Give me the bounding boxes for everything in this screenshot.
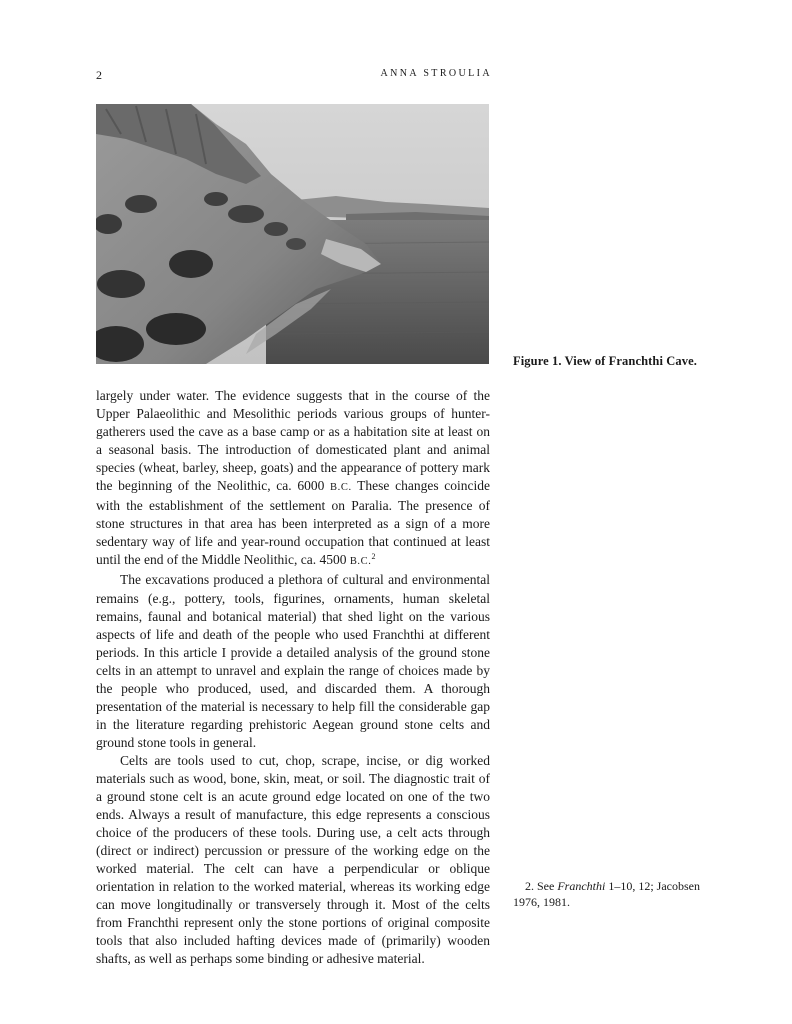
paragraph-1 xyxy=(96,387,490,571)
main-text xyxy=(96,387,490,969)
figure-caption: Figure 1. View of Franchthi Cave. xyxy=(513,354,697,368)
footnote xyxy=(513,878,701,910)
footnote-citation: 1–10, 12; Jacobsen 1976, 1981. xyxy=(513,879,700,909)
paragraph-2: The excavations produced a plethora of cultural and environmental remains (e.g., pottery, tools, figurines, ornaments, human skeletal remains, faunal and botanical material) that shed light on the various aspects of life and death of the people who used Franchthi at different periods. In this article I provide a detailed analysis of the ground stone celts in an attempt to unravel and explain the range of choices made by the people who produced, used, and discarded them. A thorough presentation of the material is necessary to help fill the considerable gap in the literature regarding prehistoric Aegean ground stone celts and ground stone tools in general. xyxy=(96,572,490,750)
footnote-title: Franchthi xyxy=(557,879,606,893)
footnote-prefix: See xyxy=(534,879,558,893)
small-caps-bc: B.C. xyxy=(349,556,372,568)
running-head: ANNA STROULIA xyxy=(380,68,492,79)
small-caps-bc: B.C. xyxy=(330,482,352,494)
footnote-reference: 2 xyxy=(371,552,376,562)
cave-photograph xyxy=(96,104,489,364)
paragraph-1-part-a: largely under water. The evidence suggests that in the course of the Upper Palaeolithic and Mesolithic periods various groups of hunter-gatherers used the cave as a base camp or as a habitation site at least on a seasonal basis. The introduction of domesticated plant and animal species (wheat, barley, sheep, goats) and the appearance of pottery mark the beginning of the Neolithic, ca. 6000 xyxy=(96,388,490,494)
paragraph-3: Celts are tools used to cut, chop, scrape, incise, or dig worked materials such as wood, bone, skin, meat, or soil. The diagnostic trait of a ground stone celt is an acute ground edge located on one of the two ends. Always a result of manufacture, this edge represents a conscious choice of the producers of these tools. During use, a celt acts through (direct or indirect) percussion or pressure of the working edge on the worked material. The celt can have a perpendicular or oblique orientation in relation to the worked material, whereas its working edge can move longitudinally or transversely through it. Most of the celts from Franchthi represent only the stone portions of original composite tools that also included hafting devices made of (primarily) wooden shafts, as well as perhaps some binding or adhesive material. xyxy=(96,752,490,967)
page-number: 2 xyxy=(96,68,103,82)
paragraph-1-part-b: These changes coincide with the establishment of the settlement on Paralia. The presence of stone structures in that area has been interpreted as a sign of a more sedentary way of life and year-round occupation that continued at least until the end of the Middle Neolithic, ca. 4500 xyxy=(96,478,490,568)
footnote-number: 2. xyxy=(525,879,534,893)
